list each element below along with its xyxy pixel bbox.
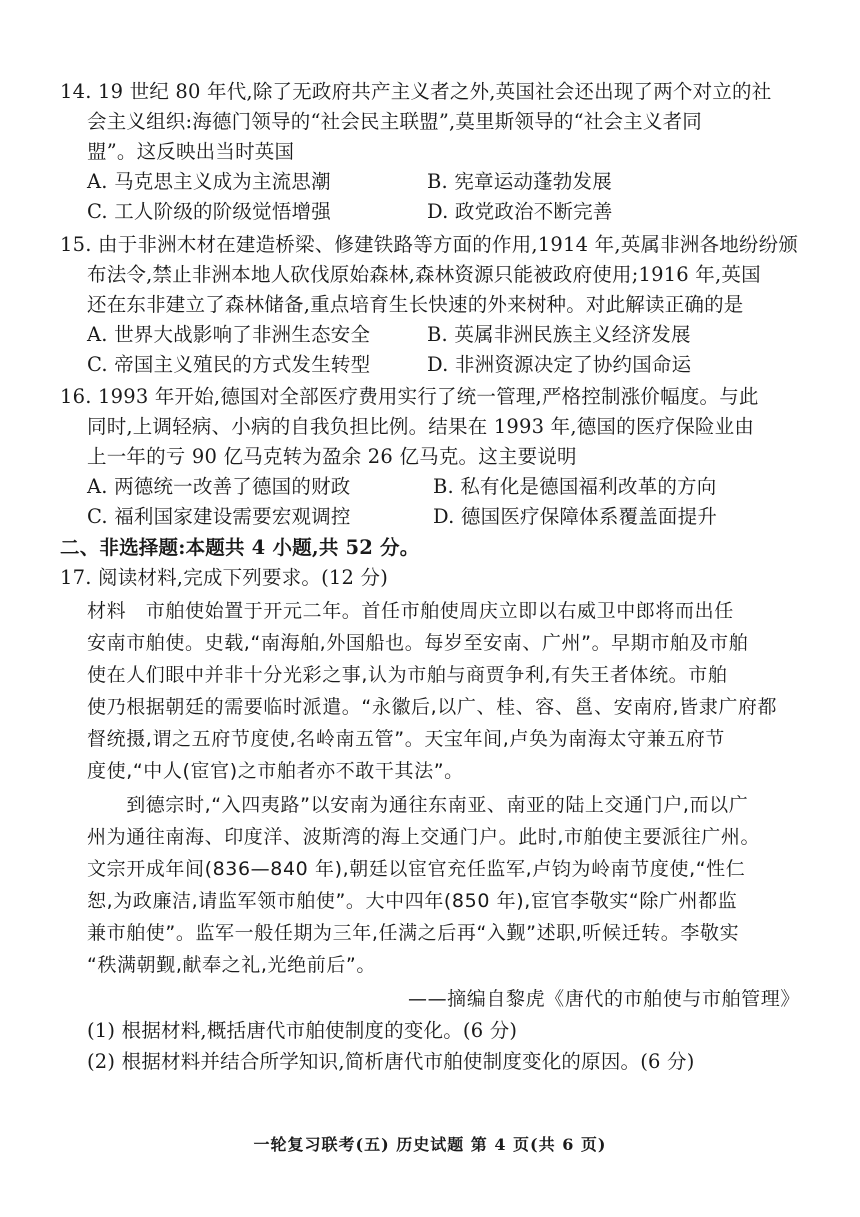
q15-option-c: C. 帝国主义殖民的方式发生转型 <box>87 353 371 376</box>
q15-line-1: 15. 由于非洲木材在建造桥梁、修建铁路等方面的作用,1914 年,英属非洲各地纷纷颁 <box>60 233 799 256</box>
q16-line-1: 16. 1993 年开始,德国对全部医疗费用实行了统一管理,严格控制涨价幅度。与此 <box>60 385 759 408</box>
q16-line-3: 上一年的亏 90 亿马克转为盈余 26 亿马克。这主要说明 <box>87 445 577 468</box>
q14-option-a: A. 马克思主义成为主流思潮 <box>87 170 331 193</box>
q17-material-line-1: 材料 市舶使始置于开元二年。首任市舶使周庆立即以右威卫中郎将而出任 <box>87 600 734 622</box>
q15-line-3: 还在东非建立了森林储备,重点培育生长快速的外来树种。对此解读正确的是 <box>87 293 744 316</box>
q17-material-line-5: 督统摄,谓之五府节度使,名岭南五管”。天宝年间,卢奂为南海太守兼五府节 <box>87 728 725 750</box>
page-footer: 一轮复习联考(五) 历史试题 第 4 页(共 6 页) <box>253 1135 607 1154</box>
q17-source: ——摘编自黎虎《唐代的市舶使与市舶管理》 <box>407 988 800 1010</box>
q16-option-c: C. 福利国家建设需要宏观调控 <box>87 505 351 528</box>
q17-material-line-10: 恕,为政廉洁,请监军领市舶使”。大中四年(850 年),宦官李敬实“除广州都监 <box>87 890 738 912</box>
q17-material-line-2: 安南市舶使。史载,“南海舶,外国船也。每岁至安南、广州”。早期市舶及市舶 <box>87 632 749 654</box>
q14-option-c: C. 工人阶级的阶级觉悟增强 <box>87 200 331 223</box>
q14-line-1: 14. 19 世纪 80 年代,除了无政府共产主义者之外,英国社会还出现了两个对立的社 <box>60 80 772 103</box>
q17-sub-question-1: (1) 根据材料,概括唐代市舶使制度的变化。(6 分) <box>87 1019 518 1042</box>
q15-option-a: A. 世界大战影响了非洲生态安全 <box>87 323 371 346</box>
q16-option-a: A. 两德统一改善了德国的财政 <box>87 475 351 498</box>
q15-line-2: 布法令,禁止非洲本地人砍伐原始森林,森林资源只能被政府使用;1916 年,英国 <box>87 263 761 286</box>
q17-material-line-4: 使乃根据朝廷的需要临时派遣。“永徽后,以广、桂、容、邕、安南府,皆隶广府都 <box>87 696 778 718</box>
q17-intro: 17. 阅读材料,完成下列要求。(12 分) <box>60 566 389 589</box>
q16-line-2: 同时,上调轻病、小病的自我负担比例。结果在 1993 年,德国的医疗保险业由 <box>87 415 755 438</box>
q17-material-line-7: 到德宗时,“入四夷路”以安南为通往东南亚、南亚的陆上交通门户,而以广 <box>87 794 749 816</box>
q16-option-d: D. 德国医疗保障体系覆盖面提升 <box>433 505 718 528</box>
q14-line-3: 盟”。这反映出当时英国 <box>87 140 295 163</box>
q17-material-line-8: 州为通往南海、印度洋、波斯湾的海上交通门户。此时,市舶使主要派往广州。 <box>87 826 761 848</box>
q15-option-b: B. 英属非洲民族主义经济发展 <box>427 323 691 346</box>
q17-material-line-3: 使在人们眼中并非十分光彩之事,认为市舶与商贾争利,有失王者体统。市舶 <box>87 664 728 686</box>
q16-option-b: B. 私有化是德国福利改革的方向 <box>433 475 717 498</box>
q17-material-line-12: “秩满朝觐,献奉之礼,光绝前后”。 <box>87 954 376 976</box>
q14-option-b: B. 宪章运动蓬勃发展 <box>427 170 612 193</box>
q14-option-d: D. 政党政治不断完善 <box>427 200 613 223</box>
section-heading: 二、非选择题:本题共 4 小题,共 52 分。 <box>60 536 420 559</box>
q17-material-line-11: 兼市舶使”。监军一般任期为三年,任满之后再“入觐”述职,听候迁转。李敬实 <box>87 922 740 944</box>
q17-material-line-6: 度使,“中人(宦官)之市舶者亦不敢干其法”。 <box>87 760 464 782</box>
q15-option-d: D. 非洲资源决定了协约国命运 <box>427 353 692 376</box>
q14-line-2: 会主义组织:海德门领导的“社会民主联盟”,莫里斯领导的“社会主义者同 <box>87 110 702 133</box>
q17-sub-question-2: (2) 根据材料并结合所学知识,简析唐代市舶使制度变化的原因。(6 分) <box>87 1050 695 1073</box>
q17-material-line-9: 文宗开成年间(836—840 年),朝廷以宦官充任监军,卢钧为岭南节度使,“性仁 <box>87 858 746 880</box>
